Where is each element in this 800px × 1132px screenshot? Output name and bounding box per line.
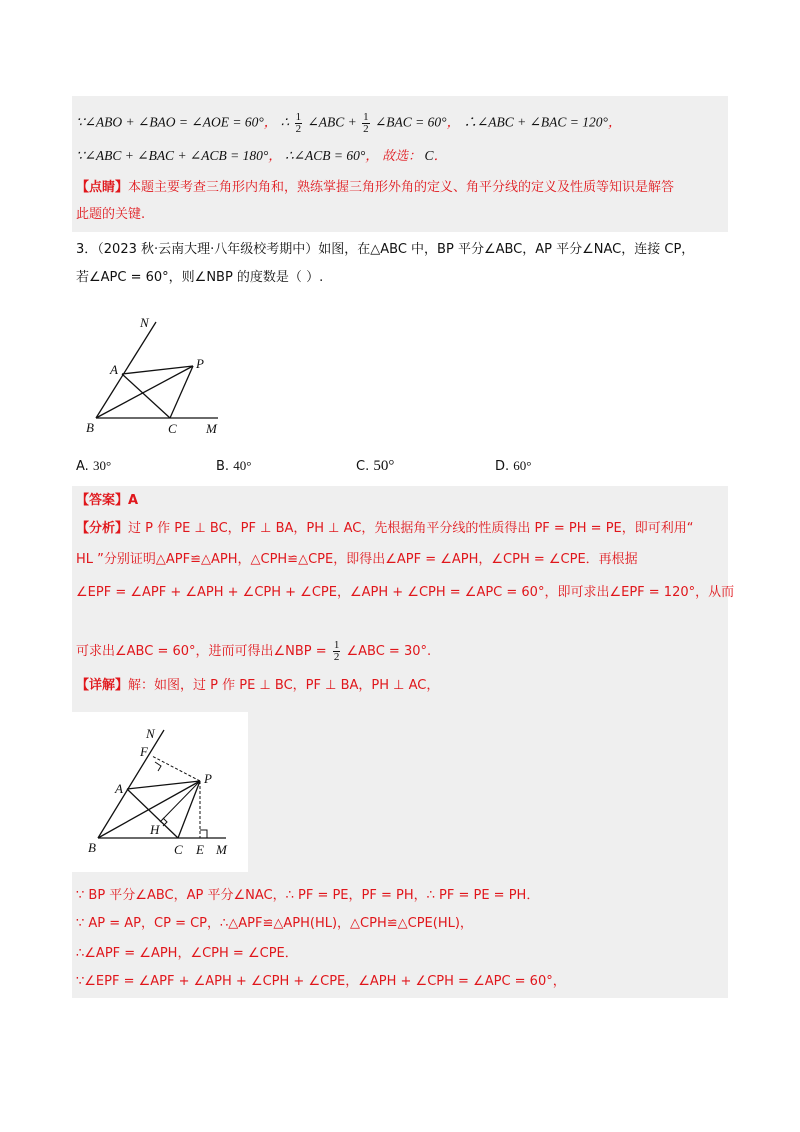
detail-step-2: ∵ AP = AP，CP = CP，∴△APF≌△APH(HL)，△CPH≌△CPE(HL)，	[76, 916, 473, 931]
comment-line-1: 【点睛】本题主要考查三角形内角和，熟练掌握三角形外角的定义、角平分线的定义及性质等知识是解答	[76, 180, 675, 195]
detail-step-3: ∴∠APF = ∠APH，∠CPH = ∠CPE．	[76, 946, 298, 961]
analysis-line-1: 【分析】过 P 作 PE ⊥ BC，PF ⊥ BA，PH ⊥ AC，先根据角平分线的性质得出 PF = PH = PE，即可利用“	[76, 521, 694, 536]
fig2-label-h: H	[150, 822, 160, 837]
detail-step-1: ∵ BP 平分∠ABC，AP 平分∠NAC，∴ PF = PE，PF = PH，∴ PF = PE = PH．	[76, 888, 540, 903]
fig1-label-c: C	[168, 421, 177, 436]
option-c[interactable]: C. 50°	[356, 458, 395, 474]
question-line-2: 若∠APC = 60°，则∠NBP 的度数是（ ）.	[76, 270, 324, 285]
option-a[interactable]: A. 30°	[76, 458, 112, 474]
detail-line-1: 【详解】解：如图，过 P 作 PE ⊥ BC，PF ⊥ BA，PH ⊥ AC，	[76, 678, 440, 693]
solution-line-2: ∵∠ABC + ∠BAC + ∠ACB = 180°， ∴∠ACB = 60°， 故选： C．	[76, 148, 448, 164]
fig2-label-c: C	[174, 842, 183, 857]
fig2-label-n: N	[146, 726, 155, 741]
solution-figure	[72, 712, 248, 872]
analysis-line-4: 可求出∠ABC = 60°，进而可得出∠NBP = $\frac{1}{2}$ ∠ABC = 30°.	[76, 639, 432, 663]
solution-line-1: ∵∠ABO + ∠BAO = ∠AOE = 60°， ∴ $\frac{1}{2}$ ∠ABC + $\frac{1}{2}$ ∠BAC = 60°， ∴∠ABC + ∠BAC = 120°，	[76, 111, 622, 135]
answer-line: 【答案】A	[76, 493, 139, 508]
question-line-1: 3．（2023 秋·云南大理·八年级校考期中）如图，在△ABC 中，BP 平分∠ABC，AP 平分∠NAC，连接 CP，	[76, 242, 695, 257]
fig1-label-m: M	[206, 421, 217, 436]
fig2-label-a: A	[115, 781, 123, 796]
option-b[interactable]: B. 40°	[216, 458, 252, 474]
fig1-label-a: A	[110, 362, 118, 377]
question-figure	[80, 312, 260, 442]
fig2-label-b: B	[88, 840, 96, 855]
comment-line-2: 此题的关键.	[76, 207, 146, 222]
fig2-label-e: E	[196, 842, 204, 857]
fig1-label-n: N	[140, 315, 149, 330]
option-d[interactable]: D. 60°	[495, 458, 532, 474]
fig2-label-f: F	[140, 744, 148, 759]
detail-step-4: ∵∠EPF = ∠APF + ∠APH + ∠CPH + ∠CPE，∠APH + ∠CPH = ∠APC = 60°，	[76, 974, 566, 989]
fig2-label-m: M	[216, 842, 227, 857]
fig1-label-p: P	[196, 356, 204, 371]
analysis-line-2: HL ”分别证明△APF≌△APH，△CPH≌△CPE，即得出∠APF = ∠APH，∠CPH = ∠CPE．再根据	[76, 552, 638, 567]
fig2-label-p: P	[204, 771, 212, 786]
fig1-label-b: B	[86, 420, 94, 435]
analysis-line-3: ∠EPF = ∠APF + ∠APH + ∠CPH + ∠CPE，∠APH + ∠CPH = ∠APC = 60°，即可求出∠EPF = 120°，从而	[76, 585, 735, 600]
